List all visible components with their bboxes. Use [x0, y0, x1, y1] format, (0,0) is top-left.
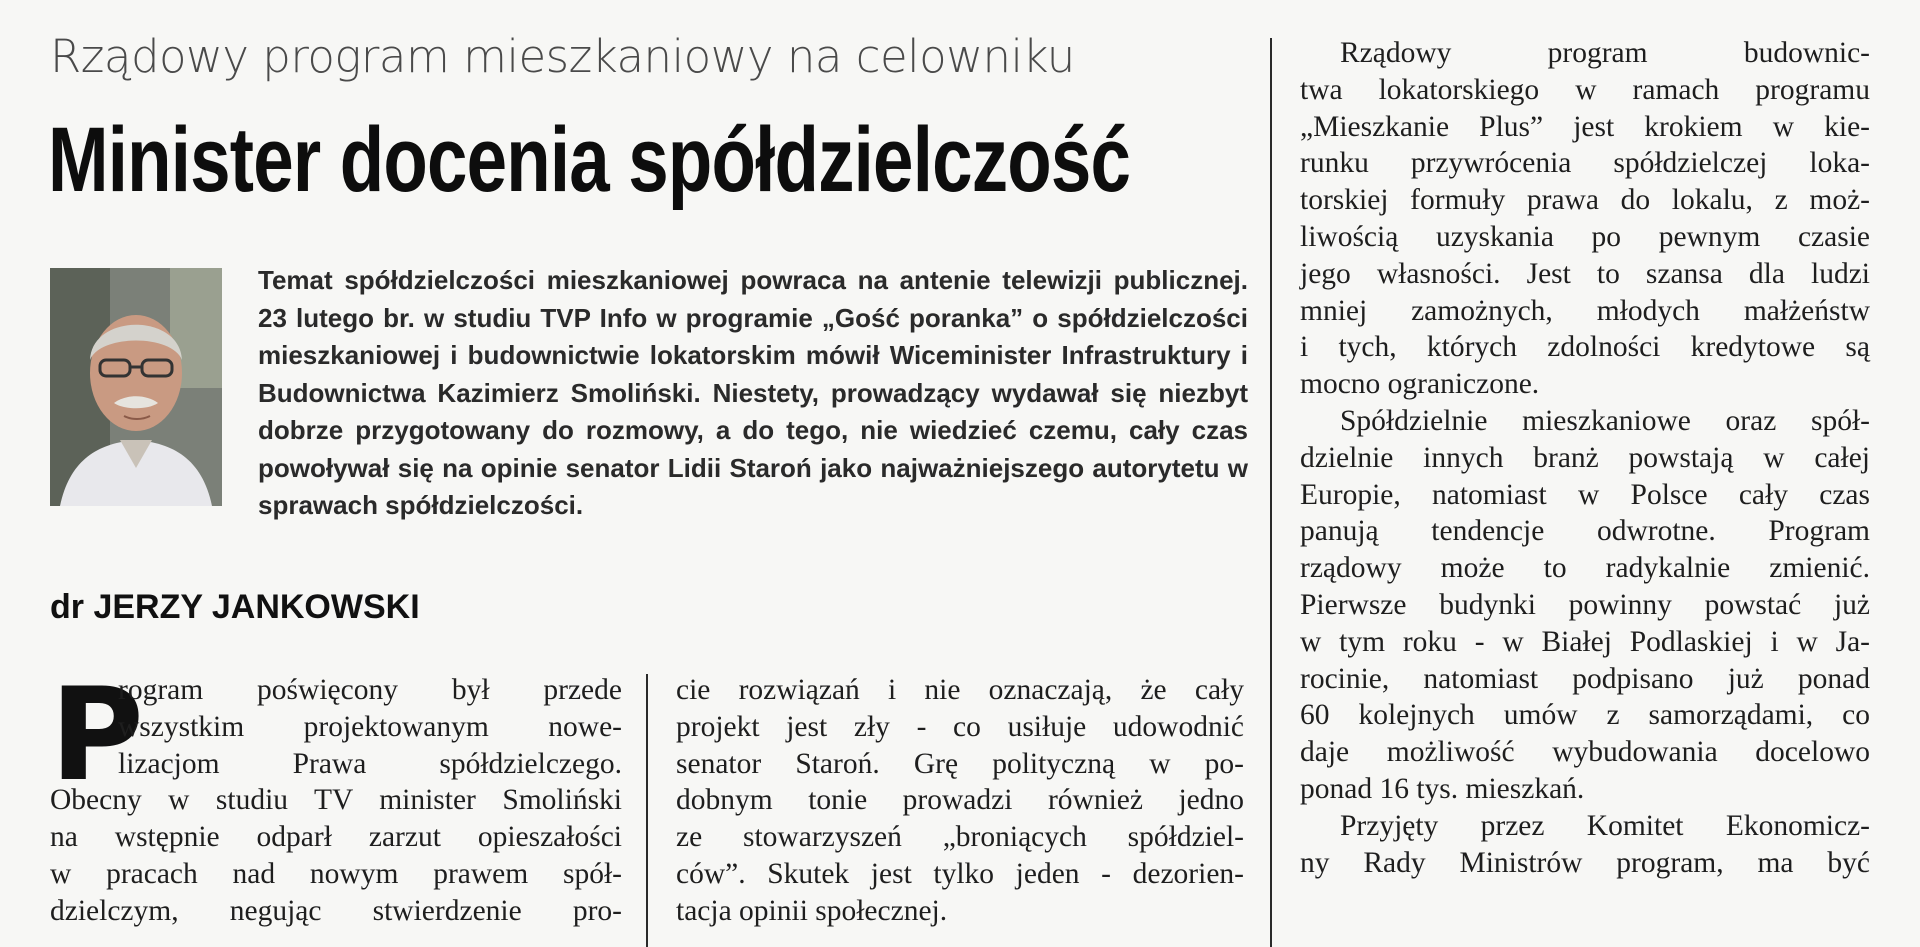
- text-line: wszystkim projektowanym nowe-: [118, 710, 622, 743]
- column-divider: [646, 674, 648, 947]
- author-byline: dr JERZY JANKOWSKI: [50, 588, 420, 626]
- text-line: lizacjom Prawa spółdzielczego.: [118, 747, 622, 780]
- text-line: rządowy może to radykalnie zmienić.: [1300, 552, 1870, 585]
- text-line: ny Rady Ministrów program, ma być: [1300, 846, 1870, 879]
- text-line: Pierwsze budynki powinny powstać już: [1300, 588, 1870, 621]
- text-line: dzielczym, negując stwierdzenie pro-: [50, 894, 622, 927]
- text-line: projekt jest zły - co usiłuje udowodnić: [676, 710, 1244, 743]
- text-line: ponad 16 tys. mieszkań.: [1300, 772, 1585, 805]
- text-line: senator Staroń. Grę polityczną w po-: [676, 747, 1244, 780]
- text-line: „Mieszkanie Plus” jest krokiem w kie-: [1300, 110, 1870, 143]
- text-line: torskiej formuły prawa do lokalu, z moż-: [1300, 184, 1870, 217]
- drop-cap: P: [50, 661, 144, 810]
- text-line: Spółdzielnie mieszkaniowe oraz spół-: [1340, 404, 1870, 437]
- body-column-2: [676, 672, 1244, 930]
- body-column-3: [1300, 35, 1870, 881]
- author-photo: [50, 268, 222, 506]
- text-line: mniej zamożnych, młodych małżeństw: [1300, 294, 1870, 327]
- text-line: Przyjęty przez Komitet Ekonomicz-: [1340, 809, 1870, 842]
- article-kicker: Rządowy program mieszkaniowy na celowniku: [50, 30, 1075, 83]
- text-line: rogram poświęcony był przede: [118, 674, 622, 706]
- text-line: 60 kolejnych umów z samorządami, co: [1300, 699, 1870, 732]
- text-line: jego własności. Jest to szansa dla ludzi: [1300, 257, 1870, 290]
- text-line: panują tendencje odwrotne. Program: [1300, 515, 1870, 548]
- text-line: i tych, których zdolności kredytowe są: [1300, 331, 1870, 364]
- text-line: runku przywrócenia spółdzielczej loka-: [1300, 147, 1870, 180]
- text-line: rocinie, natomiast podpisano już ponad: [1300, 662, 1870, 695]
- text-line: twa lokatorskiego w ramach programu: [1300, 73, 1870, 106]
- text-line: Obecny w studiu TV minister Smoliński: [50, 784, 622, 817]
- text-line: ców”. Skutek jest tylko jeden - dezorien-: [676, 857, 1244, 890]
- text-line: cie rozwiązań i nie oznaczają, że cały: [676, 674, 1244, 706]
- article-headline: Minister docenia spółdzielczość: [48, 109, 1131, 211]
- text-line: daje możliwość wybudowania docelowo: [1300, 736, 1870, 769]
- text-line: liwością uzyskania po pewnym czasie: [1300, 220, 1870, 253]
- column-divider: [1270, 38, 1272, 947]
- text-line: dobnym tonie prowadzi również jedno: [676, 784, 1244, 817]
- text-line: tacja opinii społecznej.: [676, 894, 948, 927]
- text-line: dzielnie innych branż powstają w całej: [1300, 441, 1870, 474]
- text-line: Europie, natomiast w Polsce cały czas: [1300, 478, 1870, 511]
- text-line: na wstępnie odparł zarzut opieszałości: [50, 821, 622, 854]
- article-lead: Temat spółdzielczości mieszkaniowej powraca na antenie telewizji publicznej. 23 lutego br. w studiu TVP Info w programie „Gość poranka” o spółdzielczości mieszkaniowej i budownictwie lokatorskim mówił Wiceminister Infrastruktury i Budownictwa Kazimierz Smoliński. Niestety, prowadzący wydawał się niezbyt dobrze przygotowany do rozmowy, a do tego, nie wiedzieć czemu, cały czas powoływał się na opinie senator Lidii Staroń jako najważniejszego autorytetu w sprawach spółdzielczości.: [258, 265, 1248, 520]
- text-line: Rządowy program budownic-: [1340, 37, 1870, 69]
- text-line: w pracach nad nowym prawem spół-: [50, 857, 622, 890]
- text-line: mocno ograniczone.: [1300, 368, 1540, 401]
- text-line: w tym roku - w Białej Podlaskiej i w Ja-: [1300, 625, 1870, 658]
- text-line: ze stowarzyszeń „broniących spółdziel-: [676, 821, 1244, 854]
- body-column-1: [50, 661, 622, 930]
